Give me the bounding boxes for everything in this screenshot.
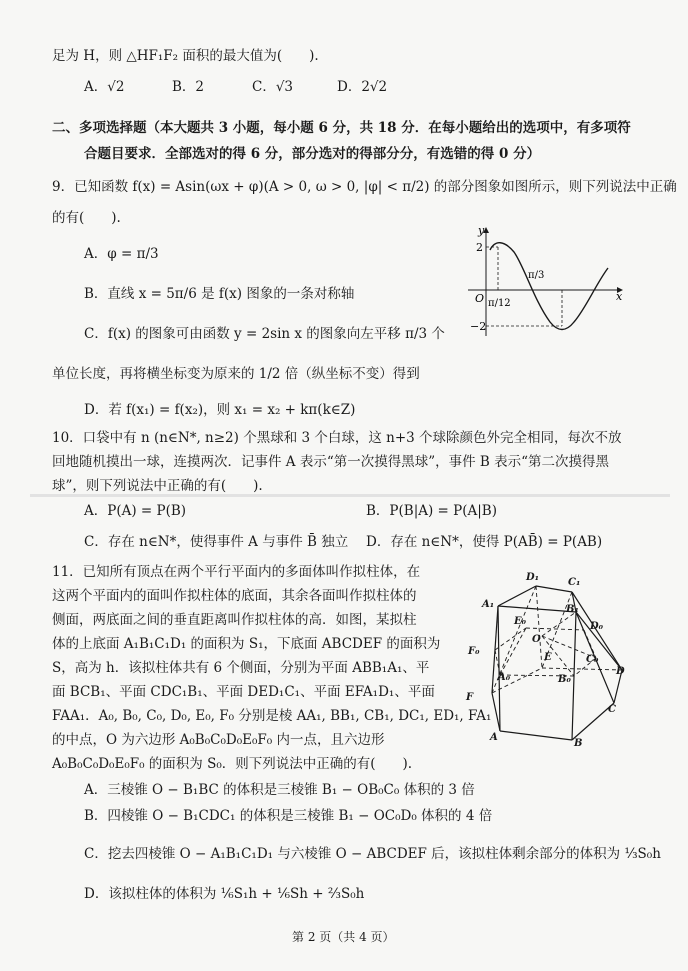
label-e0: E₀: [514, 616, 527, 627]
q11-stem-line2: 这两个平面内的面叫作拟柱体的底面，其余各面叫作拟柱体的: [52, 588, 417, 604]
q11-stem-line3: 侧面，两底面之间的垂直距离叫作拟柱体的高．如图，某拟柱: [52, 612, 417, 628]
label-b1: B₁: [566, 604, 579, 615]
label-f0: F₀: [468, 646, 480, 657]
page-footer: 第 2 页（共 4 页）: [292, 930, 395, 944]
q11-stem-line7: FAA₁．A₀, B₀, C₀, D₀, E₀, F₀ 分别是棱 AA₁, BB₁, CB₁, DC₁, ED₁, FA₁: [52, 708, 492, 724]
q11-option-b: B．四棱锥 O − B₁CDC₁ 的体积是三棱锥 B₁ − OC₀D₀ 体积的 4 倍: [84, 808, 493, 824]
q10-stem-line3: 球”，则下列说法中正确的有( ).: [52, 478, 263, 494]
prev-option-b: B．2: [172, 79, 205, 95]
y-max-label: 2: [476, 241, 483, 254]
q9-stem-line2: 的有( ).: [52, 210, 121, 226]
q11-option-c: C．挖去四棱锥 O − A₁B₁C₁D₁ 与六棱锥 O − ABCDEF 后，该拟柱体剩余部分的体积为 ⅓S₀h: [84, 846, 661, 862]
q11-stem-line8: 的中点，O 为六边形 A₀B₀C₀D₀E₀F₀ 内一点，且六边形: [52, 732, 385, 748]
x-axis-label: x: [616, 290, 623, 303]
q11-stem-line1: 11．已知所有顶点在两个平行平面内的多面体叫作拟柱体，在: [52, 564, 421, 580]
label-a1: A₁: [482, 599, 495, 610]
prev-question-tail: 足为 H，则 △HF₁F₂ 面积的最大值为( ).: [52, 48, 319, 64]
q11-stem-line4: 体的上底面 A₁B₁C₁D₁ 的面积为 S₁，下底面 ABCDEF 的面积为: [52, 636, 441, 652]
q11-option-a: A．三棱锥 O − B₁BC 的体积是三棱锥 B₁ − OB₀C₀ 体积的 3 倍: [84, 782, 475, 798]
q9-option-c-line1: C．f(x) 的图象可由函数 y = 2sin x 的图象向左平移 π/3 个: [84, 326, 445, 342]
label-c: C: [608, 704, 616, 715]
label-b: B: [574, 738, 583, 748]
label-o: O: [532, 634, 541, 645]
origin-label: O: [475, 292, 485, 305]
tick-pi-over-3: π/3: [528, 270, 545, 281]
section-heading-line2: 合题目要求．全部选对的得 6 分，部分选对的得部分分，有选错的得 0 分）: [84, 146, 541, 162]
q10-stem-line2: 回地随机摸出一球，连摸两次．记事件 A 表示“第一次摸得黑球”，事件 B 表示“第二次摸得黑: [52, 454, 610, 470]
q9-option-c-line2: 单位长度，再将横坐标变为原来的 1/2 倍（纵坐标不变）得到: [52, 366, 420, 382]
q11-stem-line9: A₀B₀C₀D₀E₀F₀ 的面积为 S₀．则下列说法中正确的有( ).: [52, 756, 413, 772]
prev-option-d: D．2√2: [337, 79, 388, 95]
label-d: D: [616, 666, 625, 677]
label-d0: D₀: [590, 621, 604, 632]
q10-stem-line1: 10．口袋中有 n (n∈N*, n≥2) 个黑球和 3 个白球，这 n+3 个球除颜色外完全相同，每次不放: [52, 430, 622, 446]
q10-option-c: C．存在 n∈N*，使得事件 A 与事件 B̄ 独立: [84, 534, 349, 550]
label-a: A: [490, 732, 498, 743]
q10-option-b: B．P(B|A) = P(A|B): [366, 503, 497, 519]
y-axis-label: y: [478, 224, 485, 237]
q11-prismatoid-figure: [464, 568, 634, 748]
q11-stem-line6: 面 BCB₁、平面 CDC₁B₁、平面 DED₁C₁、平面 EFA₁D₁、平面: [52, 684, 435, 700]
q9-sine-graph: [462, 222, 628, 342]
q11-stem-line5: S，高为 h．该拟柱体共有 6 个侧面，分别为平面 ABB₁A₁、平: [52, 660, 430, 676]
label-e: E: [544, 652, 552, 663]
sine-curve: [490, 243, 608, 330]
prev-option-a: A．√2: [84, 79, 125, 95]
section-heading-line1: 二、多项选择题（本大题共 3 小题，每小题 6 分，共 18 分．在每小题给出的选项中，有多项符: [52, 120, 631, 136]
q10-option-a: A．P(A) = P(B): [84, 503, 187, 519]
y-min-label: −2: [470, 320, 487, 333]
label-b0: B₀: [558, 674, 571, 685]
q9-option-d: D．若 f(x₁) = f(x₂)，则 x₁ = x₂ + kπ(k∈Z): [84, 402, 356, 418]
label-c1: C₁: [568, 577, 581, 588]
label-a0: A₀: [498, 672, 511, 683]
q9-option-b: B．直线 x = 5π/6 是 f(x) 图象的一条对称轴: [84, 286, 355, 302]
q9-stem-line1: 9．已知函数 f(x) = Asin(ωx + φ)(A > 0, ω > 0, |φ| < π/2) 的部分图象如图所示，则下列说法中正确: [52, 179, 677, 195]
q11-option-d: D．该拟柱体的体积为 ⅙S₁h + ⅙Sh + ⅔S₀h: [84, 886, 365, 902]
prev-option-c: C．√3: [252, 79, 294, 95]
paper-fold-line: [30, 494, 670, 497]
q10-option-d: D．存在 n∈N*，使得 P(AB̄) = P(AB): [366, 534, 603, 550]
label-d1: D₁: [526, 572, 540, 583]
q9-option-a: A．φ = π/3: [84, 246, 159, 262]
label-f: F: [466, 692, 474, 703]
tick-pi-over-12: π/12: [488, 298, 511, 309]
label-c0: C₀: [586, 654, 599, 665]
